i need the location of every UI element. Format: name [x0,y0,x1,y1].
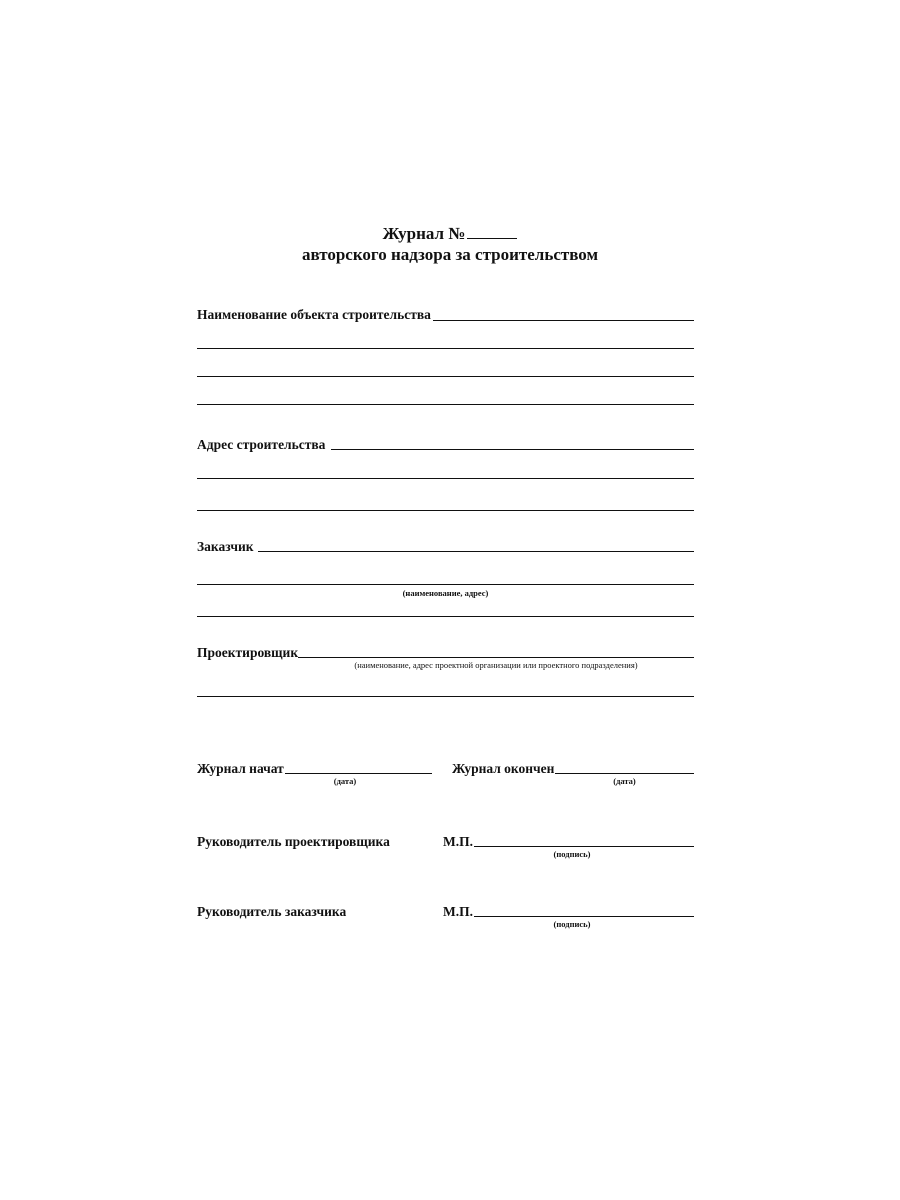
journal-number-blank [467,224,517,239]
journal-title-text: Журнал № [382,224,466,243]
customer-line-3[interactable] [197,616,694,617]
journal-started-date-hint: (дата) [333,776,357,786]
designer-line-1[interactable] [298,657,694,658]
head-customer-signature-hint: (подпись) [553,919,591,929]
designer-line-2[interactable] [197,696,694,697]
head-customer-label: Руководитель заказчика [197,904,347,919]
journal-ended-line[interactable] [555,773,694,774]
object-name-line-2[interactable] [197,348,694,349]
address-label: Адрес строительства [197,437,326,452]
head-designer-signature-hint: (подпись) [553,849,591,859]
journal-ended-date-hint: (дата) [613,776,636,786]
head-designer-label: Руководитель проектировщика [197,834,390,849]
journal-title [0,224,900,244]
object-name-label: Наименование объекта строительства [197,307,431,322]
address-line-2[interactable] [197,478,694,479]
journal-started-line[interactable] [285,773,432,774]
designer-hint: (наименование, адрес проектной организации или проектного подразделения) [354,660,638,670]
head-customer-seal: М.П. [443,904,473,919]
head-customer-signature-line[interactable] [474,916,694,917]
designer-label: Проектировщик [197,645,299,660]
journal-ended-label: Журнал окончен [452,761,555,776]
customer-line-2[interactable] [197,584,694,585]
address-line-3[interactable] [197,510,694,511]
customer-hint: (наименование, адрес) [402,588,489,598]
head-designer-signature-line[interactable] [474,846,694,847]
address-line-1[interactable] [331,449,694,450]
object-name-line-1[interactable] [433,320,694,321]
customer-line-1[interactable] [258,551,694,552]
object-name-line-4[interactable] [197,404,694,405]
head-designer-seal: М.П. [443,834,473,849]
customer-label: Заказчик [197,539,254,554]
object-name-line-3[interactable] [197,376,694,377]
journal-subtitle: авторского надзора за строительством [301,245,599,264]
journal-started-label: Журнал начат [197,761,284,776]
